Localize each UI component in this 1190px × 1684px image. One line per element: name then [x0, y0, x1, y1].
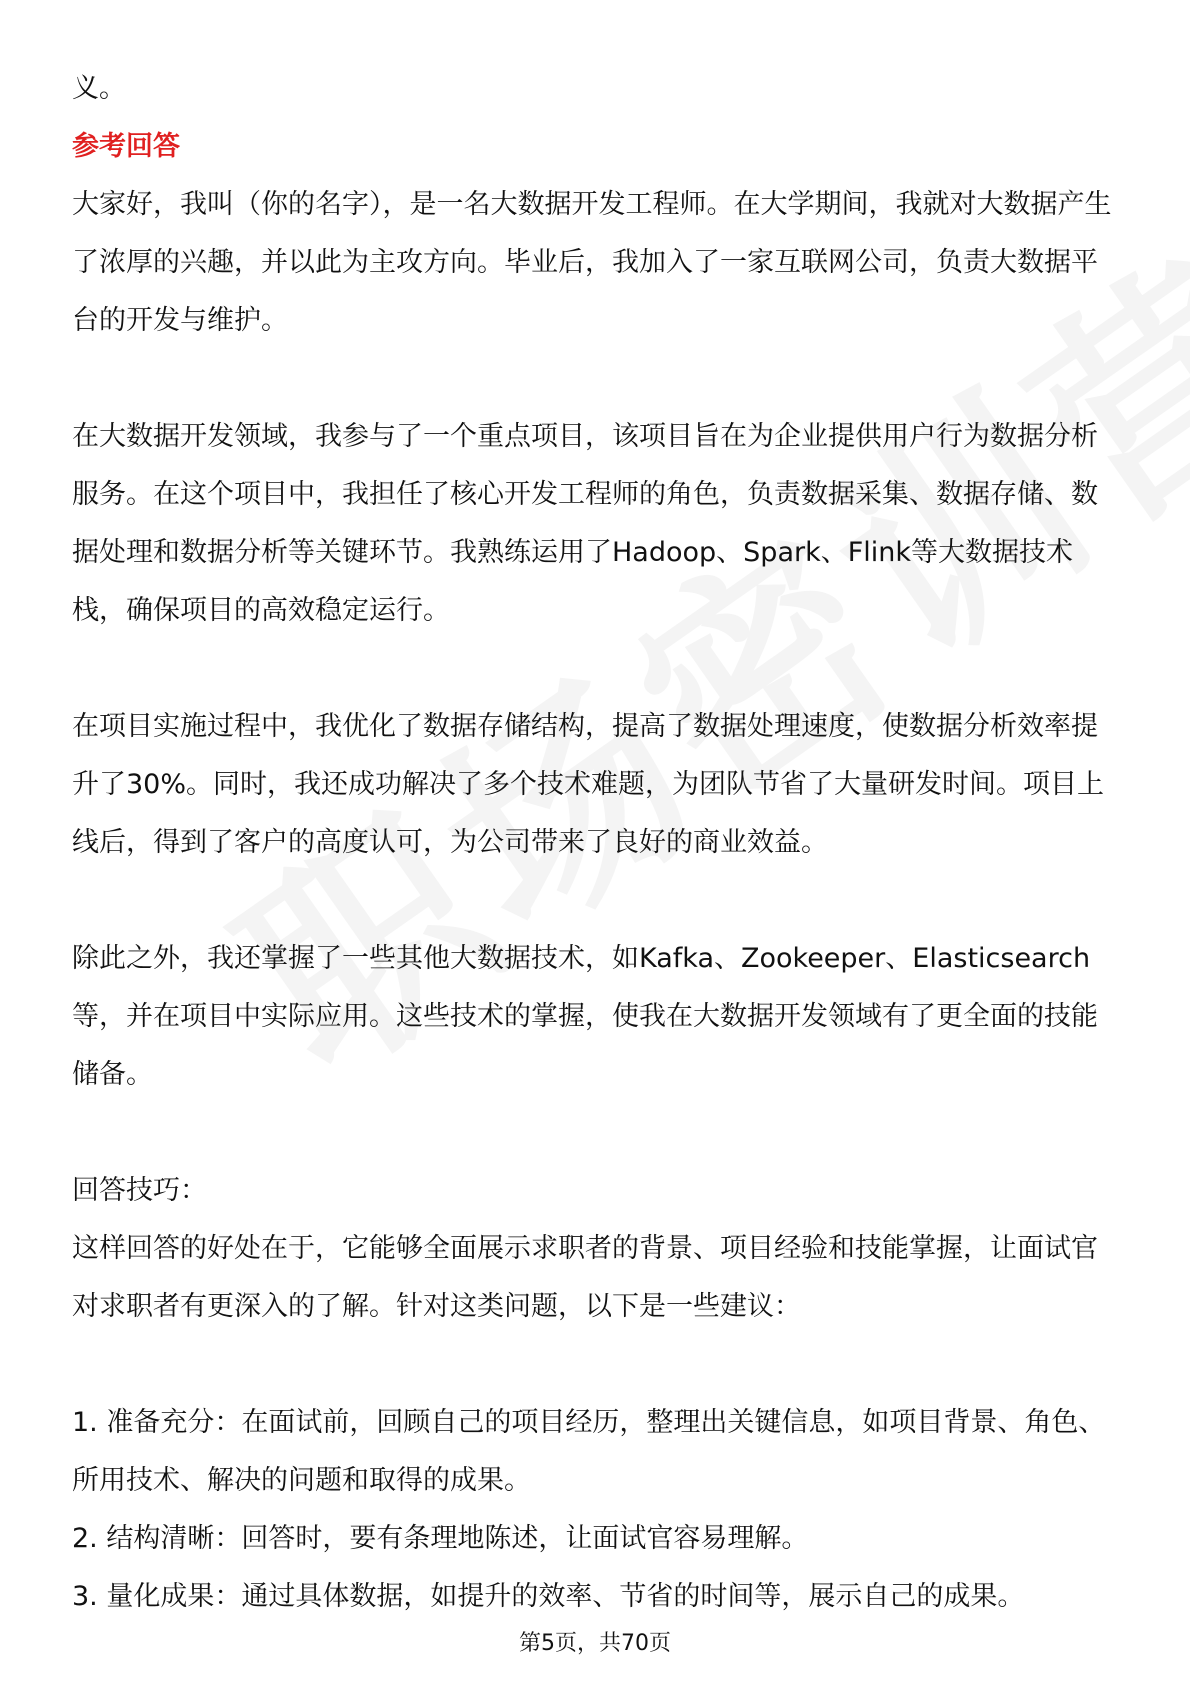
- spacer: [72, 872, 1122, 930]
- tips-heading: 回答技巧：: [72, 1175, 207, 1206]
- spacer: [72, 640, 1122, 698]
- tip-item-2: 2. 结构清晰：回答时，要有条理地陈述，让面试官容易理解。: [72, 1523, 809, 1554]
- answer-paragraph-1: 大家好，我叫（你的名字），是一名大数据开发工程师。在大学期间，我就对大数据产生了浓厚的兴趣，并以此为主攻方向。毕业后，我加入了一家互联网公司，负责大数据平台的开发与维护。: [72, 189, 1112, 336]
- lead-line: 义。: [72, 73, 126, 104]
- answer-paragraph-4: 除此之外，我还掌握了一些其他大数据技术，如Kafka、Zookeeper、Elasticsearch等，并在项目中实际应用。这些技术的掌握，使我在大数据开发领域有了更全面的技能储备。: [72, 943, 1098, 1090]
- reference-answer-heading: 参考回答: [72, 131, 180, 162]
- tips-intro: 这样回答的好处在于，它能够全面展示求职者的背景、项目经验和技能掌握，让面试官对求职者有更深入的了解。针对这类问题，以下是一些建议：: [72, 1233, 1098, 1322]
- tip-item-1: 1. 准备充分：在面试前，回顾自己的项目经历，整理出关键信息，如项目背景、角色、所用技术、解决的问题和取得的成果。: [72, 1407, 1106, 1496]
- answer-paragraph-3: 在项目实施过程中，我优化了数据存储结构，提高了数据处理速度，使数据分析效率提升了30%。同时，我还成功解决了多个技术难题，为团队节省了大量研发时间。项目上线后，得到了客户的高度认可，为公司带来了良好的商业效益。: [72, 711, 1105, 858]
- page-number: 第5页，共70页: [519, 1631, 671, 1656]
- spacer: [72, 1336, 1122, 1394]
- document-body: [72, 60, 1122, 1626]
- spacer: [72, 350, 1122, 408]
- spacer: [72, 1104, 1122, 1162]
- tip-item-3: 3. 量化成果：通过具体数据，如提升的效率、节省的时间等，展示自己的成果。: [72, 1581, 1025, 1612]
- answer-paragraph-2: 在大数据开发领域，我参与了一个重点项目，该项目旨在为企业提供用户行为数据分析服务。在这个项目中，我担任了核心开发工程师的角色，负责数据采集、数据存储、数据处理和数据分析等关键环节。我熟练运用了Hadoop、Spark、Flink等大数据技术栈，确保项目的高效稳定运行。: [72, 421, 1098, 626]
